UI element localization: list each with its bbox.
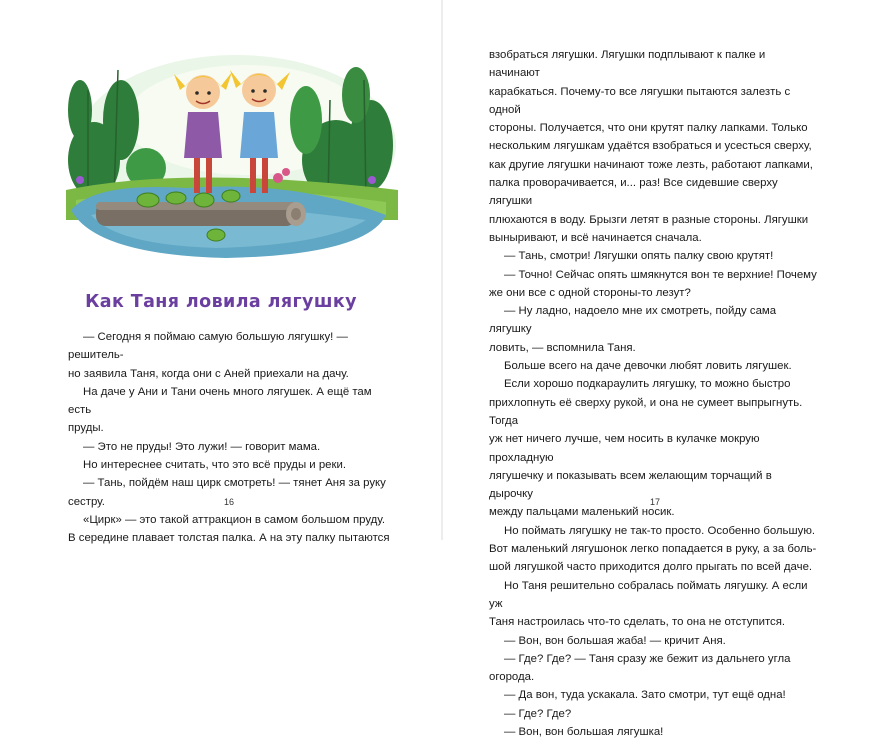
text-line: ловить, — вспомнила Таня. [489,341,636,354]
text-line: стороны. Получается, что они крутят палку лапками. Только [489,122,808,135]
text-line: — Где? Где? [504,707,572,720]
text-line: но заявила Таня, когда они с Аней приехали на дачу. [68,367,349,380]
text-line: — Да вон, туда ускакала. Зато смотри, тут ещё одна! [504,689,786,702]
text-line: — Это не пруды! Это лужи! — говорит мама. [83,440,321,453]
text-line: огорода. [489,671,535,684]
text-line: «Цирк» — это такой аттракцион в самом большом пруду. [83,513,386,526]
text-line: нескольким лягушкам удаётся взобраться и усесться сверху, [489,140,812,153]
text-line: Если хорошо подкараулить лягушку, то можно быстро [504,378,791,391]
text-line: карабкаться. Почему-то все лягушки пытаются залезть с одной [489,85,791,116]
text-line: сестру. [68,495,105,508]
text-line: палка проворачивается, и... раз! Все сидевшие сверху лягушки [489,177,778,208]
text-line: — Где? Где? — Таня сразу же бежит из дальнего угла [504,652,791,665]
text-line: между пальцами маленький носик. [489,506,675,519]
text-line: — Точно! Сейчас опять шмякнутся вон те верхние! Почему [504,268,817,281]
left-page [0,0,442,545]
page-number: 16 [224,497,235,507]
text-line: — Вон, вон большая жаба! — кричит Аня. [504,634,726,647]
text-line: Больше всего на даче девочки любят ловить лягушек. [504,360,792,373]
text-line: — Ну ладно, надоело мне их смотреть, пойду сама лягушку [489,305,777,336]
text-line: Таня настроилась что-то сделать, то она не отступится. [489,616,786,629]
text-line: На даче у Ани и Тани очень много лягушек. А ещё там есть [68,385,372,417]
text-line: прихлопнуть её сверху рукой, и она не сумеет выпрыгнуть. Тогда [489,396,803,427]
text-line: Вот маленький лягушонок легко попадается в руку, а за боль- [489,543,817,556]
text-line: Но интереснее считать, что это всё пруды и реки. [83,459,347,472]
text-line: выныривают, и всё начинается сначала. [489,231,702,244]
text-line: В середине плавает толстая палка. А на эту палку пытаются [68,532,390,545]
text-line: как другие лягушки начинают тоже лезть, работают лапками, [489,158,813,171]
text-line: пруды. [68,422,104,435]
text-line: Но поймать лягушку не так-то просто. Особенно большую. [504,524,816,537]
text-line: же они все с одной стороны-то лезут? [489,286,691,299]
text-line: Но Таня решительно собралась поймать лягушку. А если уж [489,579,808,610]
left-page-text [68,328,394,548]
text-line: плюхаются в воду. Брызги летят в разные стороны. Лягушки [489,213,809,226]
text-line: уж нет ничего лучше, чем носить в кулачке мокрую прохладную [489,433,760,464]
text-line: — Сегодня я поймаю самую большую лягушку! — решитель- [68,331,348,362]
right-page-text [489,46,817,741]
text-line: лягушечку и показывать всем желающим торчащий в дырочку [489,469,772,501]
text-line: взобраться лягушки. Лягушки подплывают к палке и начинают [489,49,766,80]
text-line: — Тань, пойдём наш цирк смотреть! — тянет Аня за руку [83,477,386,490]
pond-illustration [66,50,398,260]
text-line: — Тань, смотри! Лягушки опять палку свою крутят! [504,250,774,263]
text-line: шой лягушкой часто приходится долго прыгать по всей даче. [489,561,813,574]
chapter-title: Как Таня ловила лягушку [85,292,357,312]
page-number: 17 [650,497,661,507]
text-line: — Вон, вон большая лягушка! [504,725,664,738]
